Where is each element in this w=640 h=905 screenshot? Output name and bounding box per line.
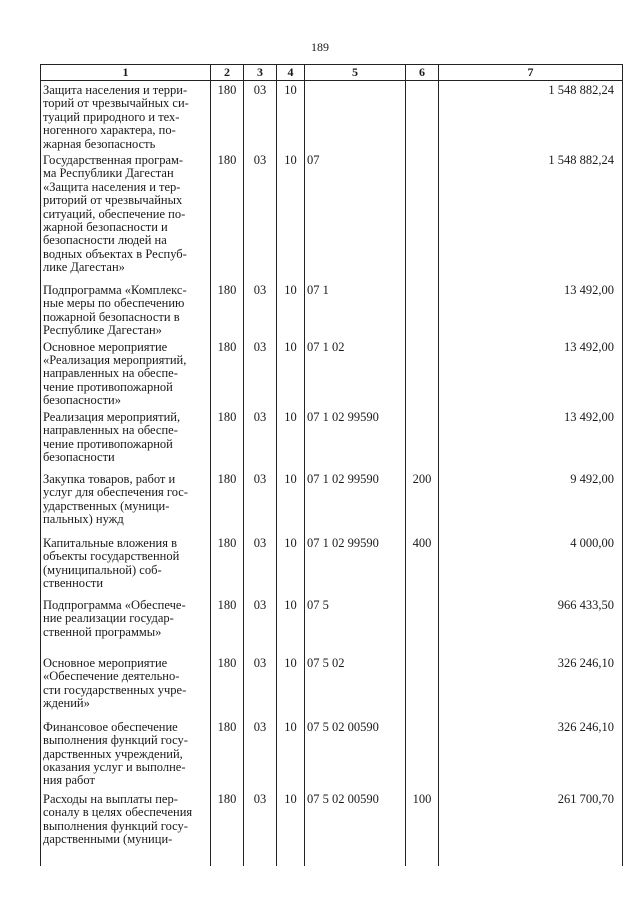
expense-type-code-cell <box>406 596 439 654</box>
ministry-code-cell: 180 <box>211 718 244 790</box>
item-name-cell <box>41 281 211 338</box>
table-row <box>41 338 623 408</box>
section-code-cell: 03 <box>244 470 277 534</box>
subsection-code-cell: 10 <box>277 718 305 790</box>
ministry-code-cell: 180 <box>211 81 244 152</box>
amount-cell: 326 246,10 <box>439 718 623 790</box>
amount-cell: 1 548 882,24 <box>439 81 623 152</box>
item-name-text: Расходы на выплаты пер- соналу в целях обеспечения выполнения функций госу- дарственными (муници- <box>43 791 193 846</box>
expense-type-code-cell: 200 <box>406 470 439 534</box>
expense-type-code-cell <box>406 281 439 338</box>
amount-cell: 13 492,00 <box>439 338 623 408</box>
item-name-cell <box>41 534 211 596</box>
subsection-code-cell: 10 <box>277 790 305 866</box>
target-article-code-cell: 07 1 02 99590 <box>305 408 406 470</box>
column-header-6: 6 <box>406 65 439 81</box>
target-article-code-cell: 07 5 <box>305 596 406 654</box>
column-header-3: 3 <box>244 65 277 81</box>
section-code-cell: 03 <box>244 654 277 718</box>
column-header-5: 5 <box>305 65 406 81</box>
section-code-cell: 03 <box>244 281 277 338</box>
section-code-cell: 03 <box>244 151 277 281</box>
table-row <box>41 718 623 790</box>
budget-table <box>40 64 623 866</box>
item-name-text: Защита населения и терри- торий от чрезвычайных си- туаций природного и тех- ногенного характера, по- жарная безопасность <box>43 83 189 151</box>
table-row <box>41 654 623 718</box>
section-code-cell: 03 <box>244 81 277 152</box>
subsection-code-cell: 10 <box>277 281 305 338</box>
expense-type-code-cell <box>406 718 439 790</box>
item-name-cell <box>41 596 211 654</box>
table-row <box>41 151 623 281</box>
amount-cell: 4 000,00 <box>439 534 623 596</box>
header-row <box>41 65 623 81</box>
expense-type-code-cell <box>406 654 439 718</box>
amount-cell: 13 492,00 <box>439 408 623 470</box>
ministry-code-cell: 180 <box>211 534 244 596</box>
section-code-cell: 03 <box>244 790 277 866</box>
item-name-text: Основное мероприятие «Реализация мероприятий, направленных на обеспе- чение противопожарной безопасности» <box>43 339 187 408</box>
ministry-code-cell: 180 <box>211 281 244 338</box>
subsection-code-cell: 10 <box>277 81 305 152</box>
item-name-cell <box>41 790 211 866</box>
table-row <box>41 790 623 866</box>
subsection-code-cell: 10 <box>277 470 305 534</box>
ministry-code-cell: 180 <box>211 470 244 534</box>
expense-type-code-cell <box>406 81 439 152</box>
item-name-cell <box>41 654 211 718</box>
item-name-text: Закупка товаров, работ и услуг для обеспечения гос- ударственных (муници- пальных) нужд <box>43 471 188 526</box>
item-name-text: Подпрограмма «Обеспече- ние реализации государ- ственной программы» <box>43 597 186 639</box>
table-row <box>41 281 623 338</box>
item-name-text: Подпрограмма «Комплекс- ные меры по обеспечению пожарной безопасности в Республике Дагестан» <box>43 283 187 338</box>
ministry-code-cell: 180 <box>211 654 244 718</box>
table-row <box>41 470 623 534</box>
subsection-code-cell: 10 <box>277 596 305 654</box>
target-article-code-cell: 07 1 02 99590 <box>305 470 406 534</box>
table-row <box>41 408 623 470</box>
section-code-cell: 03 <box>244 338 277 408</box>
section-code-cell: 03 <box>244 408 277 470</box>
target-article-code-cell: 07 1 <box>305 281 406 338</box>
table-body <box>41 81 623 866</box>
ministry-code-cell: 180 <box>211 338 244 408</box>
table-row <box>41 534 623 596</box>
expense-type-code-cell: 100 <box>406 790 439 866</box>
subsection-code-cell: 10 <box>277 338 305 408</box>
amount-cell: 13 492,00 <box>439 281 623 338</box>
target-article-code-cell: 07 <box>305 151 406 281</box>
target-article-code-cell: 07 5 02 <box>305 654 406 718</box>
column-header-2: 2 <box>211 65 244 81</box>
section-code-cell: 03 <box>244 596 277 654</box>
target-article-code-cell: 07 1 02 99590 <box>305 534 406 596</box>
item-name-text: Реализация мероприятий, направленных на обеспе- чение противопожарной безопасности <box>43 409 181 464</box>
column-header-7: 7 <box>439 65 623 81</box>
item-name-cell <box>41 408 211 470</box>
item-name-cell <box>41 338 211 408</box>
item-name-cell <box>41 718 211 790</box>
column-header-4: 4 <box>277 65 305 81</box>
item-name-cell <box>41 81 211 152</box>
subsection-code-cell: 10 <box>277 151 305 281</box>
column-header-1: 1 <box>41 65 211 81</box>
table-row <box>41 596 623 654</box>
amount-cell: 966 433,50 <box>439 596 623 654</box>
section-code-cell: 03 <box>244 534 277 596</box>
section-code-cell: 03 <box>244 718 277 790</box>
expense-type-code-cell <box>406 338 439 408</box>
page-number: 189 <box>311 40 329 54</box>
ministry-code-cell: 180 <box>211 790 244 866</box>
ministry-code-cell: 180 <box>211 596 244 654</box>
target-article-code-cell: 07 5 02 00590 <box>305 718 406 790</box>
ministry-code-cell: 180 <box>211 151 244 281</box>
target-article-code-cell: 07 5 02 00590 <box>305 790 406 866</box>
subsection-code-cell: 10 <box>277 408 305 470</box>
item-name-cell <box>41 470 211 534</box>
amount-cell: 326 246,10 <box>439 654 623 718</box>
target-article-code-cell: 07 1 02 <box>305 338 406 408</box>
amount-cell: 261 700,70 <box>439 790 623 866</box>
amount-cell: 9 492,00 <box>439 470 623 534</box>
subsection-code-cell: 10 <box>277 534 305 596</box>
expense-type-code-cell <box>406 151 439 281</box>
amount-cell: 1 548 882,24 <box>439 151 623 281</box>
item-name-text: Капитальные вложения в объекты государственной (муниципальной) соб- ственности <box>43 535 180 590</box>
ministry-code-cell: 180 <box>211 408 244 470</box>
table-row <box>41 81 623 152</box>
expense-type-code-cell <box>406 408 439 470</box>
target-article-code-cell <box>305 81 406 152</box>
subsection-code-cell: 10 <box>277 654 305 718</box>
expense-type-code-cell: 400 <box>406 534 439 596</box>
item-name-text: Финансовое обеспечение выполнения функций госу- дарственных учреждений, оказания услуг и выполне- ния работ <box>43 719 188 788</box>
item-name-text: Основное мероприятие «Обеспечение деятельно- сти государственных учре- ждений» <box>43 655 187 710</box>
item-name-cell <box>41 151 211 281</box>
item-name-text: Государственная програм- ма Республики Дагестан «Защита населения и тер- риторий от чрезвычайных ситуаций, обеспечение по- жарной безопасности и безопасности людей на водных объектах в Респуб- лике Дагестан» <box>43 153 187 275</box>
